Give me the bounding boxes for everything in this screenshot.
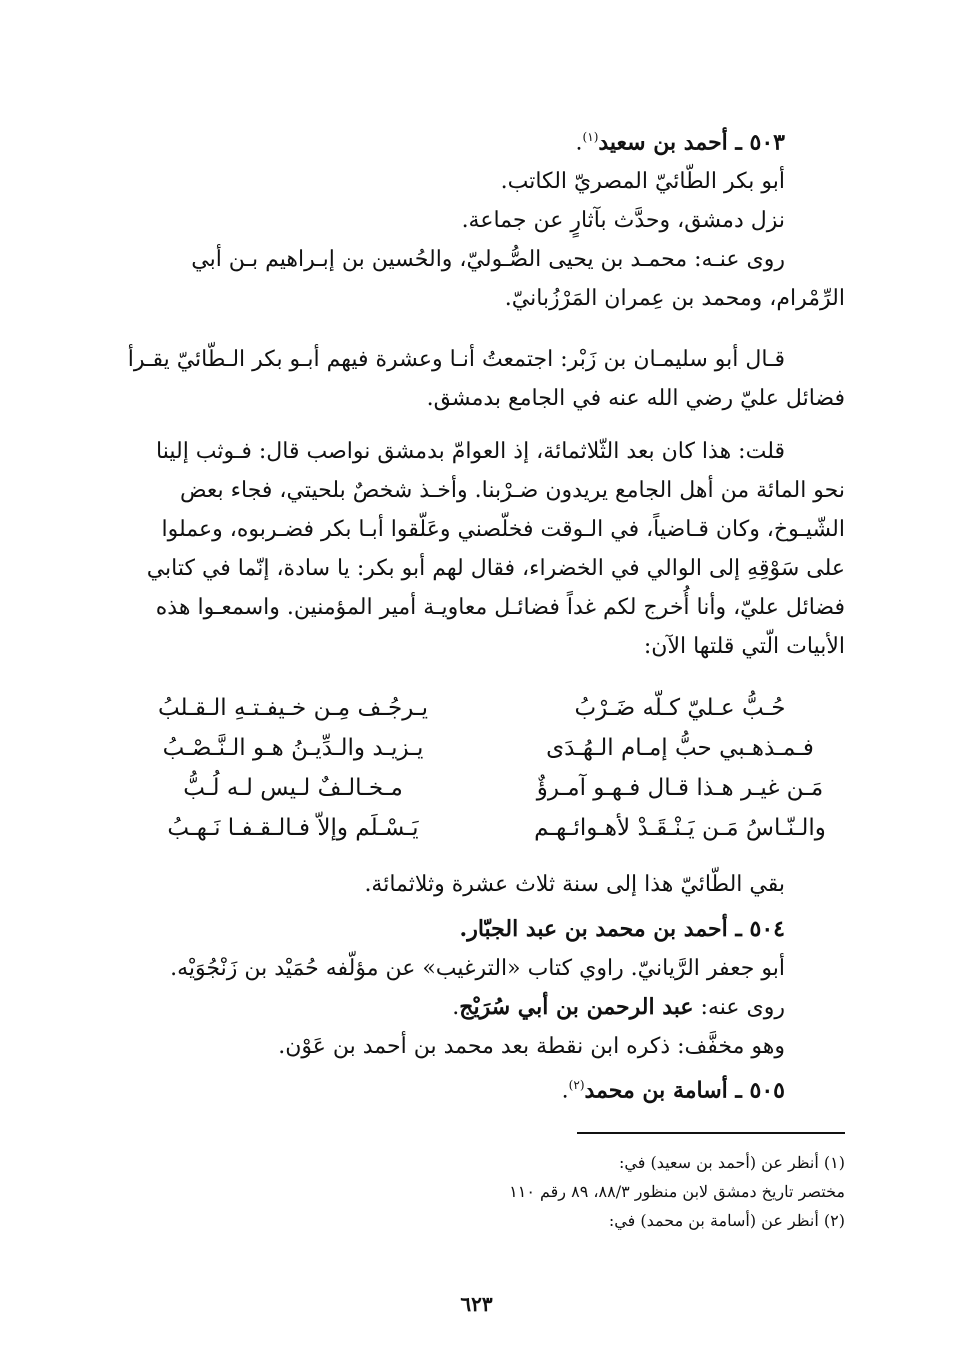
entry-505 <box>128 1066 845 1110</box>
heading-end: . <box>561 1078 569 1104</box>
first-hemistich: فـمـذهـبي حبُّ إمـام الـهُـدَى <box>546 735 814 761</box>
entry-title: ٥٠٥ ـ أسامة بن محمد <box>584 1077 785 1104</box>
footnotes <box>300 1148 845 1235</box>
text-line: أبو بكر الطّائيّ المصريّ الكاتب. <box>500 169 785 195</box>
poem-verse <box>128 728 845 768</box>
entry-503 <box>128 118 845 318</box>
entry-title: ٥٠٣ ـ أحمد بن سعيد <box>598 129 785 156</box>
text-line: الرِّمْرام، ومحمد بن عِمران المَرْزُبانيّ. <box>504 286 845 312</box>
text-line: فضائل عليّ رضي الله عنه في الجامع بدمشق. <box>426 386 845 411</box>
entry-504 <box>128 910 845 1110</box>
first-hemistich: مَـن غيـر هـذا قـال فـهـو آمـرؤٌ <box>536 775 824 801</box>
poem-verse <box>128 768 845 808</box>
text-line: نحو المائة من أهل الجامع يريدون ضـرْبنا. وأخـذ شخصٌ بلحيتي، فجاء بعض <box>179 478 845 503</box>
footnote-line: (١) أنظر عن (أحمد بن سعيد) في: <box>618 1153 845 1172</box>
text-line: قـال أبو سليمـان بن زَبْر: اجتمعتُ أنـا وعشرة فيهم أبـو بكر الـطّائيّ يقـرأ <box>127 347 785 372</box>
text-line: روى عنـه: محمـد بن يحيى الصُّـوليّ، والحُسين بن إبـراهيم بـن أبي <box>191 247 785 273</box>
second-hemistich: يـرجُـف مِـن خـيفـتـهِ الـقـلبُ <box>157 695 429 721</box>
entry-heading <box>128 118 845 162</box>
text-line: على سَوْقِهِ إلى الوالي في الخضراء، فقال لهم أبو بكر: يا سادة، إنّما في كتابي <box>146 556 845 581</box>
second-hemistich: مـخـالـفٌ لـيس لـه لُـبُّ <box>183 775 403 801</box>
heading-end: . <box>575 130 583 156</box>
entry-title: ٥٠٤ ـ أحمد بن محمد بن عبد الجبّار. <box>459 916 785 942</box>
text-line: الأبيات الّتي قلتها الآن: <box>643 634 845 659</box>
paragraph-after-poem <box>128 865 845 904</box>
text-line: روى عنه: عبد الرحمن بن أبي سُرَيْج. <box>452 994 785 1020</box>
text-line: قلت: هذا كان بعد الثّلاثمائة، إذ العوامّ بدمشق نواصب قال: فـوثب إلينا <box>156 439 785 464</box>
footnote-divider <box>577 1132 845 1134</box>
first-hemistich: والـنّـاسُ مَـن يَـنْـقَـدْ لأهـوائـهـم <box>534 815 826 841</box>
poem-verse <box>128 808 845 848</box>
second-hemistich: يـزيـد والـدِّيـنُ هـو الـنَّـصْـبُ <box>162 735 424 761</box>
text-line: فضائل عليّ، وأنا أُخرج لكم غداً فضائـل معاويـة أمير المؤمنين. واسمعـوا هذه <box>155 595 845 620</box>
poem-verse <box>128 688 845 728</box>
narrator-name: عبد الرحمن بن أبي سُرَيْج <box>459 994 694 1020</box>
poem <box>128 688 845 848</box>
page-number: ٦٢٣ <box>460 1292 493 1316</box>
second-hemistich: يَـسْـلَم وإلاّ فـالـقـفـا نَـهـبُ <box>167 815 419 841</box>
text-line: الشّيـوخ، وكان قـاضياً، في الـوقت فخلّصني وعَلّقوا أبـا بكر فضـربوه، وعملوا <box>161 517 845 542</box>
footnote-marker: (١) <box>582 130 599 144</box>
text-line: بقي الطّائيّ هذا إلى سنة ثلاث عشرة وثلاثمائة. <box>364 872 785 897</box>
text-line: نزل دمشق، وحدَّث بآثارٍ عن جماعة. <box>461 208 785 234</box>
first-hemistich: حُـبُّ عـليّ كـلّه ضَـرْبُ <box>574 695 786 721</box>
text-line: وهو مخفَّف: ذكره ابن نقطة بعد محمد بن أحمد بن عَوْن. <box>278 1034 785 1059</box>
paragraph-quote <box>128 340 845 418</box>
paragraph-commentary <box>128 432 845 666</box>
footnote-line: مختصر تاريخ دمشق لابن منظور ٨٨/٣، ٨٩ رقم ١١٠ <box>509 1182 845 1201</box>
footnote-line: (٢) أنظر عن (أسامة بن محمد) في: <box>608 1211 845 1230</box>
text-line: أبو جعفر الرَّيانيّ. راوي كتاب «الترغيب» عن مؤلّفه حُمَيْد بن زَنْجُوَيْه. <box>170 956 785 981</box>
footnote-marker: (٢) <box>568 1078 585 1092</box>
